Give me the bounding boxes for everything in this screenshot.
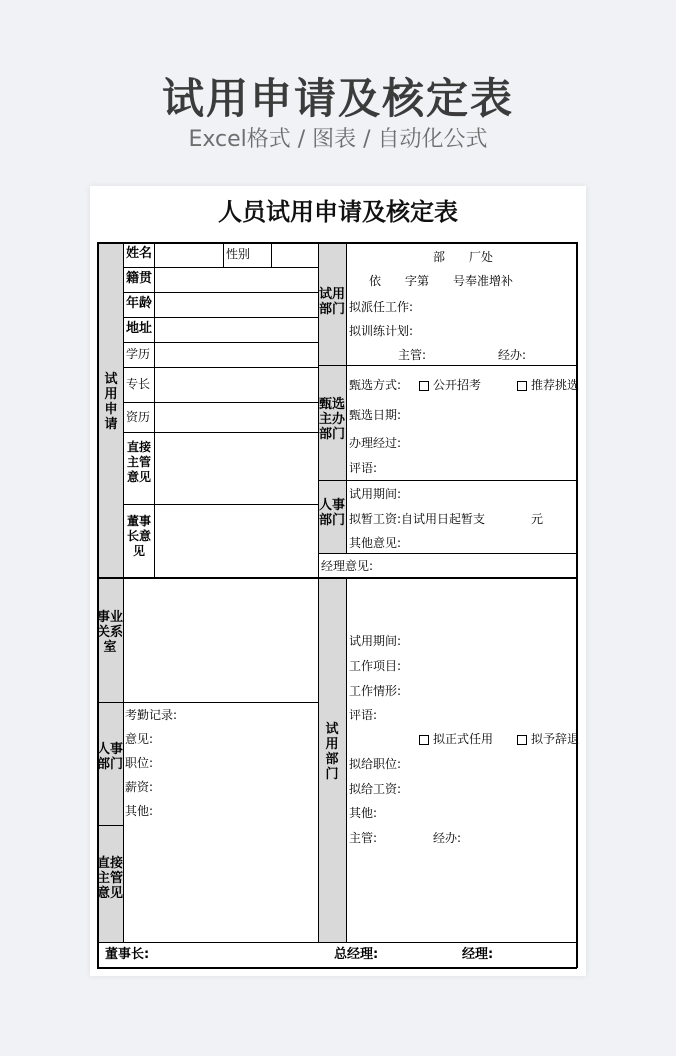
hr-1 bbox=[318, 365, 577, 366]
label-trial-dept2: 试 用 部 门 bbox=[325, 722, 339, 782]
comment-line: 评语: bbox=[349, 461, 378, 475]
work-situation: 工作情形: bbox=[349, 684, 402, 698]
work-items: 工作项目: bbox=[349, 659, 402, 673]
trial-period2: 试用期间: bbox=[349, 634, 402, 648]
hl-2 bbox=[123, 292, 318, 293]
hr-2 bbox=[318, 480, 577, 481]
supervisor-opinion-label: 直接 主管 意见 bbox=[126, 440, 151, 484]
handler-line: 经办: bbox=[498, 348, 527, 362]
vline-label-col2 bbox=[154, 367, 155, 577]
form-grid bbox=[97, 242, 580, 968]
label-hr-left: 人事 部门 bbox=[97, 742, 124, 772]
hr-salary: 薪资: bbox=[125, 780, 154, 794]
training-plan: 拟训练计划: bbox=[349, 324, 414, 338]
vline-gender2 bbox=[271, 242, 272, 267]
proposed-salary: 拟给工资: bbox=[349, 782, 402, 796]
recommend-option[interactable]: 推荐挑选 bbox=[517, 378, 579, 392]
process-line: 办理经过: bbox=[349, 436, 402, 450]
hr-3 bbox=[318, 553, 577, 554]
label-selection-dept: 甄选 主办 部门 bbox=[318, 397, 345, 442]
form-paper bbox=[90, 186, 586, 976]
label-trial-dept: 试用 部门 bbox=[318, 287, 345, 317]
manager-line: 主管: bbox=[398, 348, 427, 362]
footer-general-manager: 总经理: bbox=[334, 947, 379, 962]
vline-right-label-bottom bbox=[346, 577, 347, 942]
border-bottom bbox=[97, 967, 577, 969]
formal-hire-checkbox[interactable] bbox=[419, 735, 429, 745]
dept-line: 部 厂处 bbox=[433, 250, 494, 264]
dismiss-option[interactable]: 拟予辞退 bbox=[517, 732, 579, 746]
hl-7 bbox=[123, 432, 318, 433]
hl-5 bbox=[123, 367, 318, 368]
formal-hire-option[interactable]: 拟正式任用 bbox=[419, 732, 493, 746]
hr-attendance: 考勤记录: bbox=[125, 708, 178, 722]
comment2: 评语: bbox=[349, 708, 378, 722]
hl-hr-split bbox=[97, 825, 123, 826]
label-trial-apply: 试 用 申 请 bbox=[104, 372, 118, 432]
footer-manager: 经理: bbox=[462, 947, 494, 962]
assign-work: 拟派任工作: bbox=[349, 300, 414, 314]
hl-career bbox=[97, 702, 318, 703]
selection-date: 甄选日期: bbox=[349, 408, 402, 422]
gender-label: 性别 bbox=[226, 247, 251, 261]
trial-period: 试用期间: bbox=[349, 487, 402, 501]
hl-1 bbox=[123, 267, 318, 268]
name-label: 姓名 bbox=[126, 246, 153, 261]
hr-position: 职位: bbox=[125, 756, 154, 770]
footer-chairman: 董事长: bbox=[105, 947, 150, 962]
vline-right-label-top bbox=[346, 242, 347, 553]
vline-middle bbox=[318, 242, 319, 942]
label-hr-right: 人事 部门 bbox=[318, 498, 345, 528]
specialty-label: 专长 bbox=[126, 377, 151, 391]
hl-8 bbox=[123, 504, 318, 505]
address-label: 地址 bbox=[126, 321, 153, 336]
hl-6 bbox=[123, 402, 318, 403]
proposed-position: 拟给职位: bbox=[349, 757, 402, 771]
chairman-opinion-label: 董事 长意 见 bbox=[126, 514, 151, 558]
hl-3 bbox=[123, 317, 318, 318]
manager-opinion: 经理意见: bbox=[321, 559, 374, 573]
open-recruit-option[interactable]: 公开招考 bbox=[419, 378, 481, 392]
yuan-unit: 元 bbox=[531, 512, 544, 526]
hr-opinion: 意见: bbox=[125, 732, 154, 746]
vline-name-col bbox=[154, 242, 155, 367]
label-supervisor2: 直接 主管 意见 bbox=[97, 856, 124, 901]
experience-label: 资历 bbox=[126, 410, 151, 424]
approval-line: 依 字第 号奉准增补 bbox=[369, 274, 514, 288]
form-title: 人员试用申请及核定表 bbox=[218, 197, 458, 226]
banner-subtitle: Excel格式 / 图表 / 自动化公式 bbox=[188, 127, 488, 152]
border-right bbox=[576, 242, 578, 968]
other-opinion: 其他意见: bbox=[349, 536, 402, 550]
selection-method: 甄选方式: bbox=[349, 378, 402, 392]
hr-other: 其他: bbox=[125, 804, 154, 818]
other2: 其他: bbox=[349, 806, 378, 820]
hl-footer bbox=[97, 942, 577, 943]
manager2: 主管: bbox=[349, 831, 378, 845]
education-label: 学历 bbox=[126, 347, 151, 361]
vline-gender1 bbox=[223, 242, 224, 267]
provisional-salary: 拟暂工资:自试用日起暂支 bbox=[349, 512, 486, 526]
native-label: 籍贯 bbox=[126, 271, 153, 286]
dismiss-checkbox[interactable] bbox=[517, 735, 527, 745]
handler2: 经办: bbox=[433, 831, 462, 845]
vline-left-label bbox=[123, 242, 124, 942]
age-label: 年龄 bbox=[126, 296, 153, 311]
label-career-dept: 事业 关系 室 bbox=[97, 610, 124, 655]
hl-section bbox=[97, 577, 577, 579]
open-recruit-checkbox[interactable] bbox=[419, 381, 429, 391]
hl-4 bbox=[123, 342, 318, 343]
banner bbox=[0, 0, 676, 186]
banner-title: 试用申请及核定表 bbox=[161, 74, 514, 123]
border-top bbox=[97, 242, 577, 244]
recommend-checkbox[interactable] bbox=[517, 381, 527, 391]
